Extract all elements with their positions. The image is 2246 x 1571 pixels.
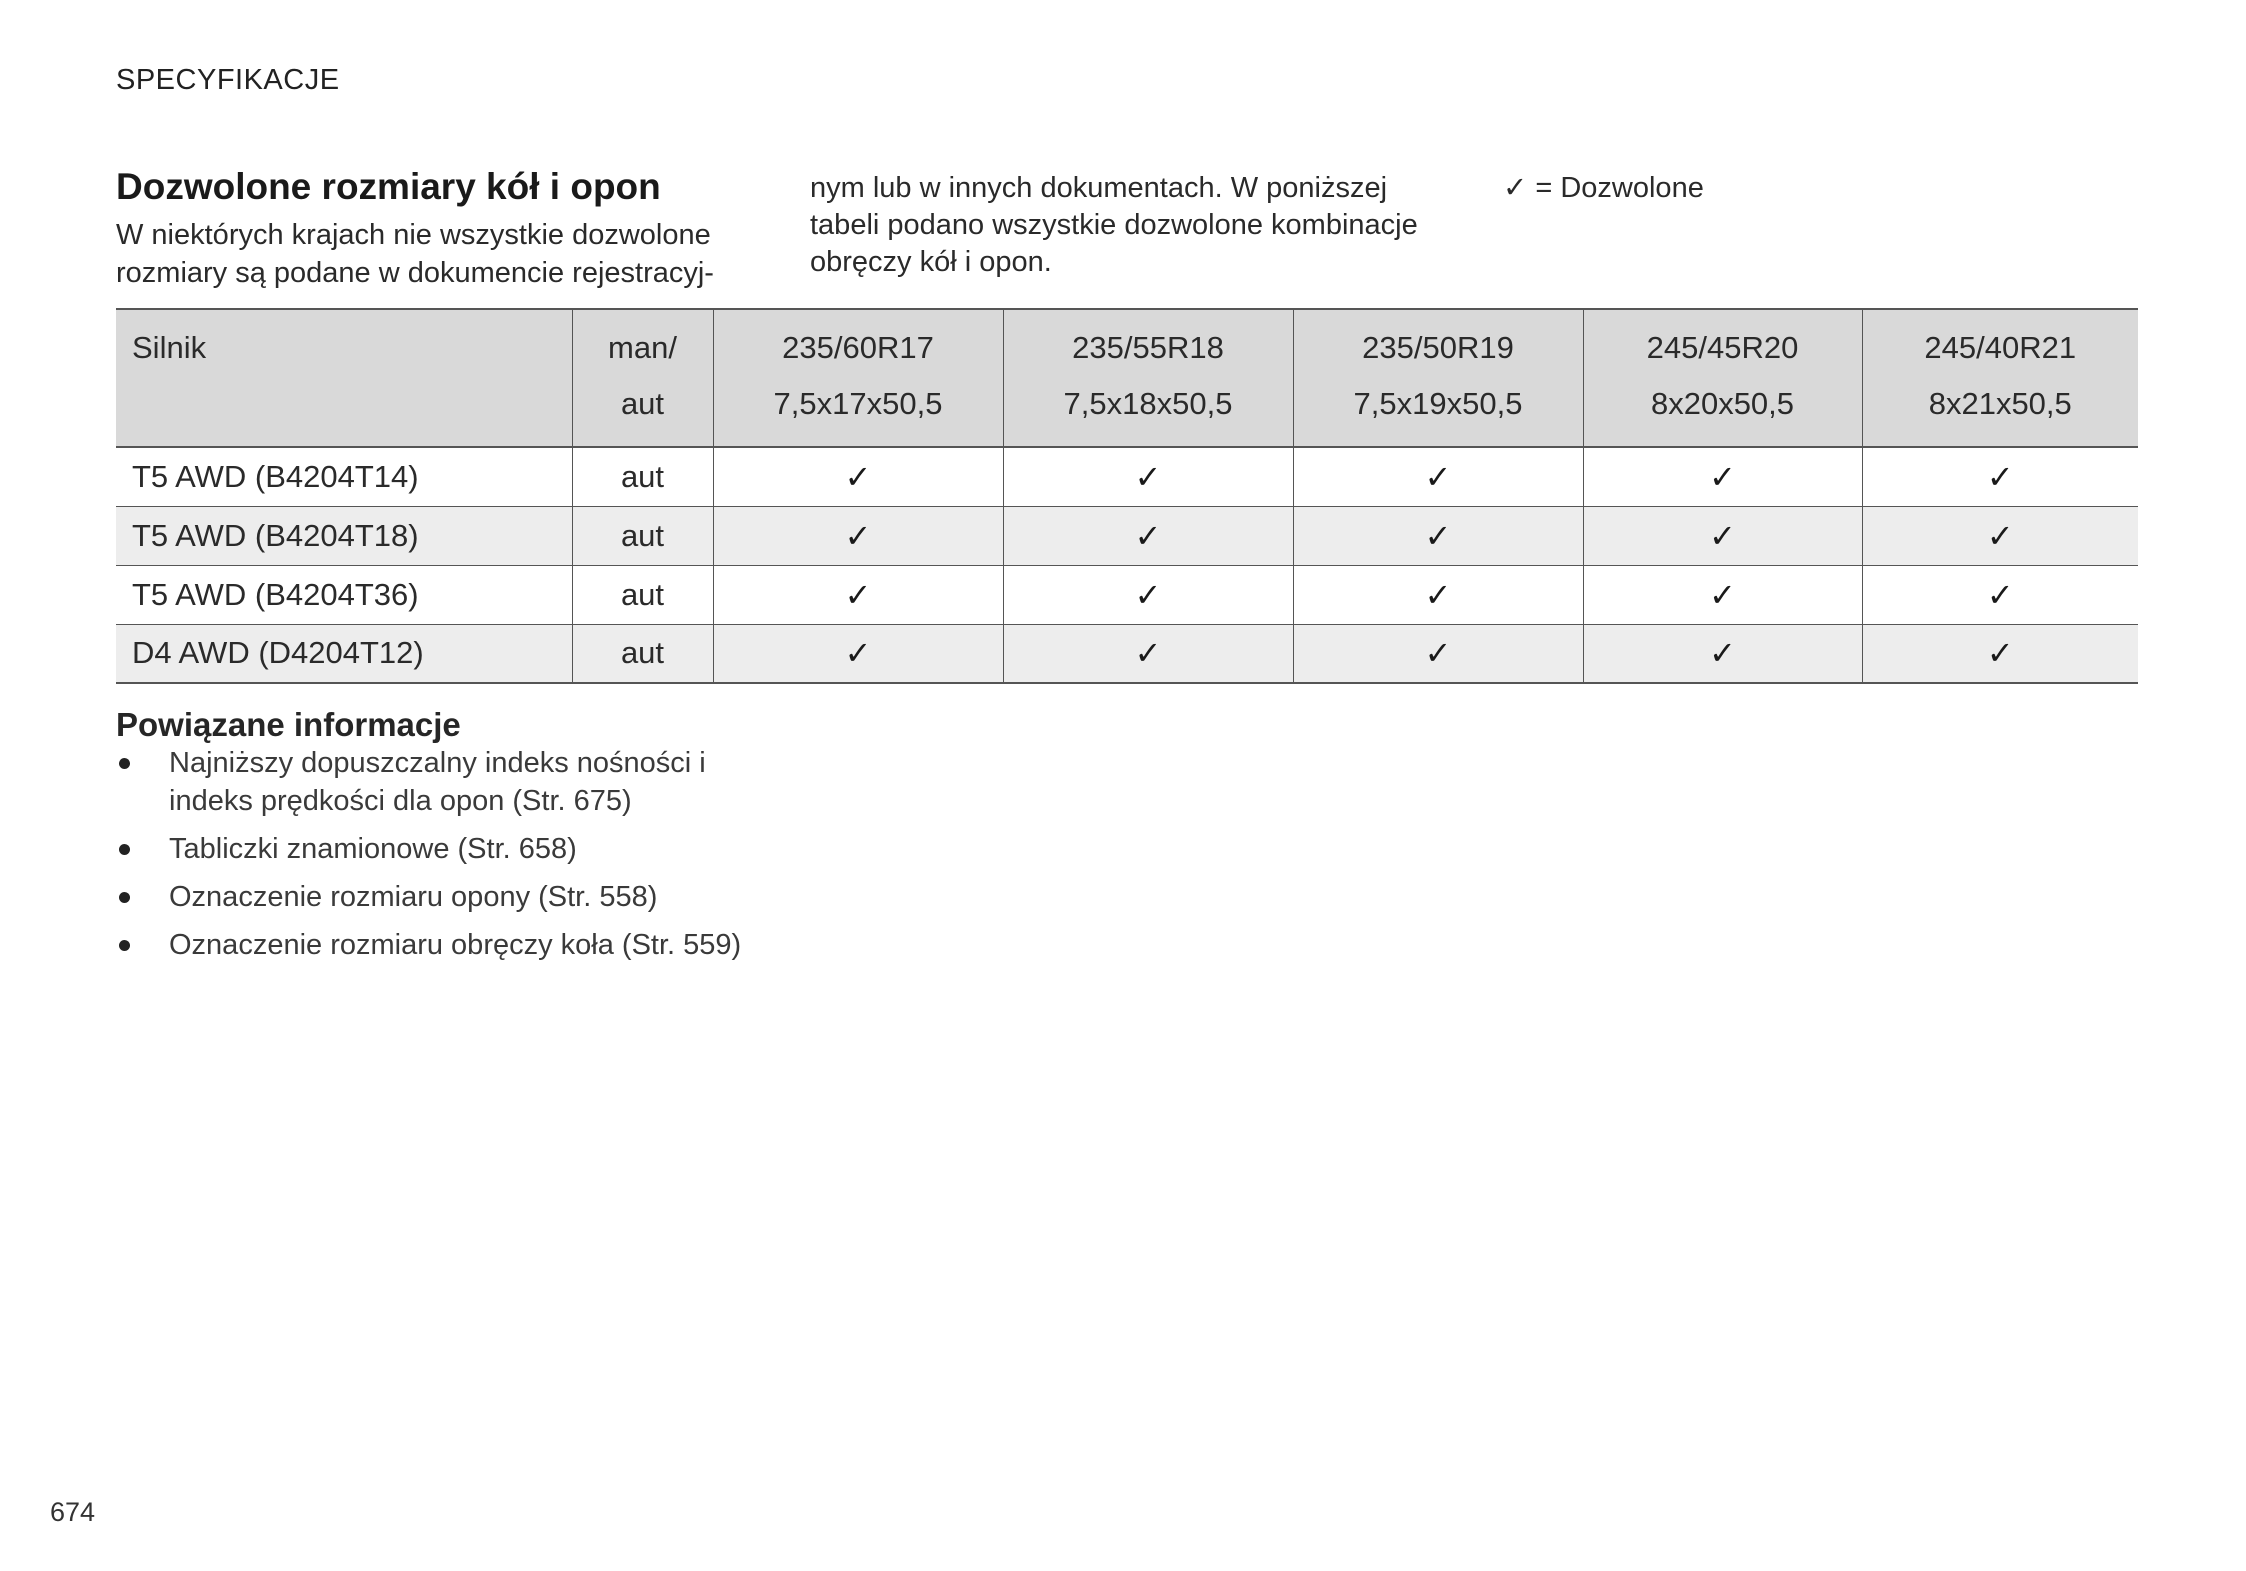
check-mark-icon: ✓	[1583, 506, 1862, 565]
engine-cell: D4 AWD (D4204T12)	[132, 635, 424, 671]
wheel-tire-size-table	[116, 308, 2138, 684]
bullet-icon	[119, 758, 130, 769]
header-transmission: man/ aut	[572, 309, 713, 447]
check-mark-icon: ✓	[1862, 447, 2138, 506]
table-row	[116, 447, 2138, 506]
table-row	[116, 506, 2138, 565]
check-mark-icon: ✓	[1862, 624, 2138, 683]
header-size-5: 245/40R21 8x21x50,5	[1862, 309, 2138, 447]
check-mark-icon: ✓	[1293, 624, 1583, 683]
header-size-2: 235/55R18 7,5x18x50,5	[1003, 309, 1293, 447]
intro-line: nym lub w innych dokumentach. W poniższej	[810, 172, 1388, 204]
check-mark-icon: ✓	[713, 565, 1003, 624]
check-mark-icon: ✓	[1293, 565, 1583, 624]
check-mark-icon: ✓	[1583, 447, 1862, 506]
header-size-3: 235/50R19 7,5x19x50,5	[1293, 309, 1583, 447]
check-mark-icon: ✓	[1003, 506, 1293, 565]
check-mark-icon: ✓	[1583, 565, 1862, 624]
intro-line: tabeli podano wszystkie dozwolone kombinacje	[810, 209, 1418, 241]
table-row	[116, 624, 2138, 683]
page-number: 674	[50, 1497, 96, 1527]
list-item[interactable]: Najniższy dopuszczalny indeks nośności i indeks prędkości dla opon (Str. 675)	[116, 744, 836, 820]
check-mark-icon: ✓	[1862, 506, 2138, 565]
check-mark-icon: ✓	[1293, 506, 1583, 565]
engine-cell: T5 AWD (B4204T36)	[132, 576, 419, 612]
table-header-row	[116, 309, 2138, 447]
list-item[interactable]: Tabliczki znamionowe (Str. 658)	[116, 830, 836, 868]
engine-cell: T5 AWD (B4204T14)	[132, 458, 419, 494]
table-row	[116, 565, 2138, 624]
check-mark-icon: ✓	[1003, 447, 1293, 506]
check-mark-icon: ✓	[713, 624, 1003, 683]
check-mark-icon: ✓	[713, 447, 1003, 506]
check-mark-icon: ✓	[1862, 565, 2138, 624]
bullet-icon	[119, 844, 130, 855]
intro-line: obręczy kół i opon.	[810, 246, 1052, 278]
section-header: SPECYFIKACJE	[116, 64, 340, 96]
intro-paragraph-part-1	[116, 216, 756, 292]
check-mark-icon: ✓	[1293, 447, 1583, 506]
related-info-title: Powiązane informacje	[116, 706, 461, 743]
intro-line: W niektórych krajach nie wszystkie dozwolone	[116, 219, 711, 251]
check-mark-icon: ✓	[1003, 624, 1293, 683]
page-title: Dozwolone rozmiary kół i opon	[116, 166, 661, 207]
related-info-list	[116, 744, 836, 974]
check-mark-icon: ✓	[1003, 565, 1293, 624]
transmission-cell: aut	[572, 506, 713, 565]
list-item[interactable]: Oznaczenie rozmiaru opony (Str. 558)	[116, 878, 836, 916]
bullet-icon	[119, 892, 130, 903]
check-mark-icon: ✓	[1583, 624, 1862, 683]
transmission-cell: aut	[572, 624, 713, 683]
intro-line: rozmiary są podane w dokumencie rejestracyj-	[116, 257, 714, 289]
engine-cell: T5 AWD (B4204T18)	[132, 517, 419, 553]
header-size-4: 245/45R20 8x20x50,5	[1583, 309, 1862, 447]
transmission-cell: aut	[572, 565, 713, 624]
header-engine: Silnik	[132, 330, 207, 365]
header-size-1: 235/60R17 7,5x17x50,5	[713, 309, 1003, 447]
transmission-cell: aut	[572, 447, 713, 506]
check-mark-icon: ✓	[713, 506, 1003, 565]
list-item[interactable]: Oznaczenie rozmiaru obręczy koła (Str. 559)	[116, 926, 836, 964]
legend-allowed: ✓ = Dozwolone	[1503, 172, 1704, 204]
intro-paragraph-part-2	[810, 170, 1450, 281]
bullet-icon	[119, 940, 130, 951]
